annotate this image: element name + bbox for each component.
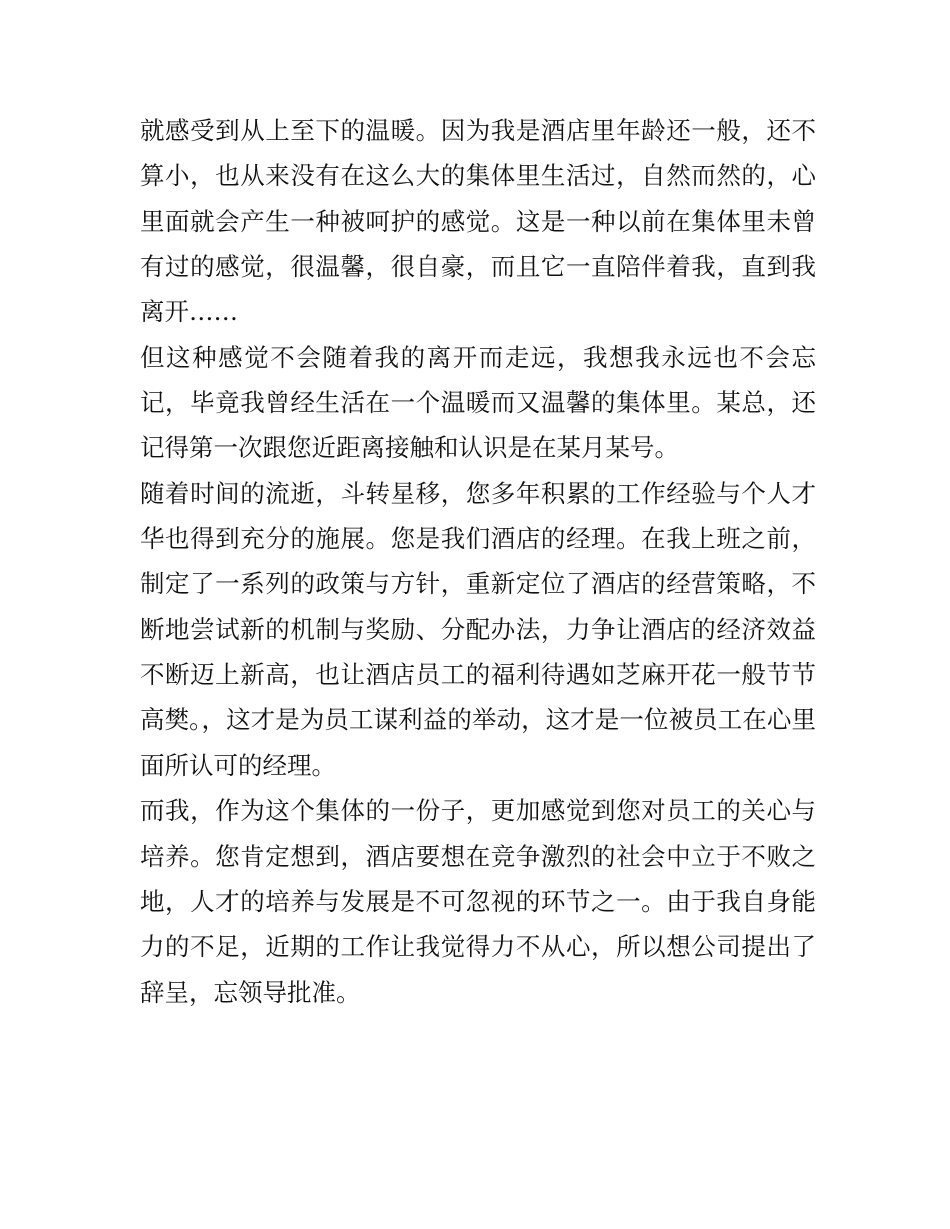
document-body bbox=[140, 108, 816, 1015]
paragraph-4: 而我，作为这个集体的一份子，更加感觉到您对员工的关心与培养。您肯定想到，酒店要想在竞争激烈的社会中立于不败之地，人才的培养与发展是不可忽视的环节之一。由于我自身能力的不足，近期的工作让我觉得力不从心，所以想公司提出了辞呈，忘领导批准。 bbox=[140, 796, 816, 1007]
paragraph-3: 随着时间的流逝，斗转星移，您多年积累的工作经验与个人才华也得到充分的施展。您是我们酒店的经理。在我上班之前，制定了一系列的政策与方针，重新定位了酒店的经营策略，不断地尝试新的机制与奖励、分配办法，力争让酒店的经济效益不断迈上新高，也让酒店员工的福利待遇如芝麻开花一般节节高樊。，这才是为员工谋利益的举动，这才是一位被员工在心里面所认可的经理。 bbox=[140, 478, 816, 780]
paragraph-2: 但这种感觉不会随着我的离开而走远，我想我永远也不会忘记，毕竟我曾经生活在一个温暖而又温馨的集体里。某总，还记得第一次跟您近距离接触和认识是在某月某号。 bbox=[140, 342, 816, 463]
paragraph-1: 就感受到从上至下的温暖。因为我是酒店里年龄还一般，还不算小，也从来没有在这么大的集体里生活过，自然而然的，心里面就会产生一种被呵护的感觉。这是一种以前在集体里未曾有过的感觉，很温馨，很自豪，而且它一直陪伴着我，直到我离开…… bbox=[140, 116, 816, 327]
